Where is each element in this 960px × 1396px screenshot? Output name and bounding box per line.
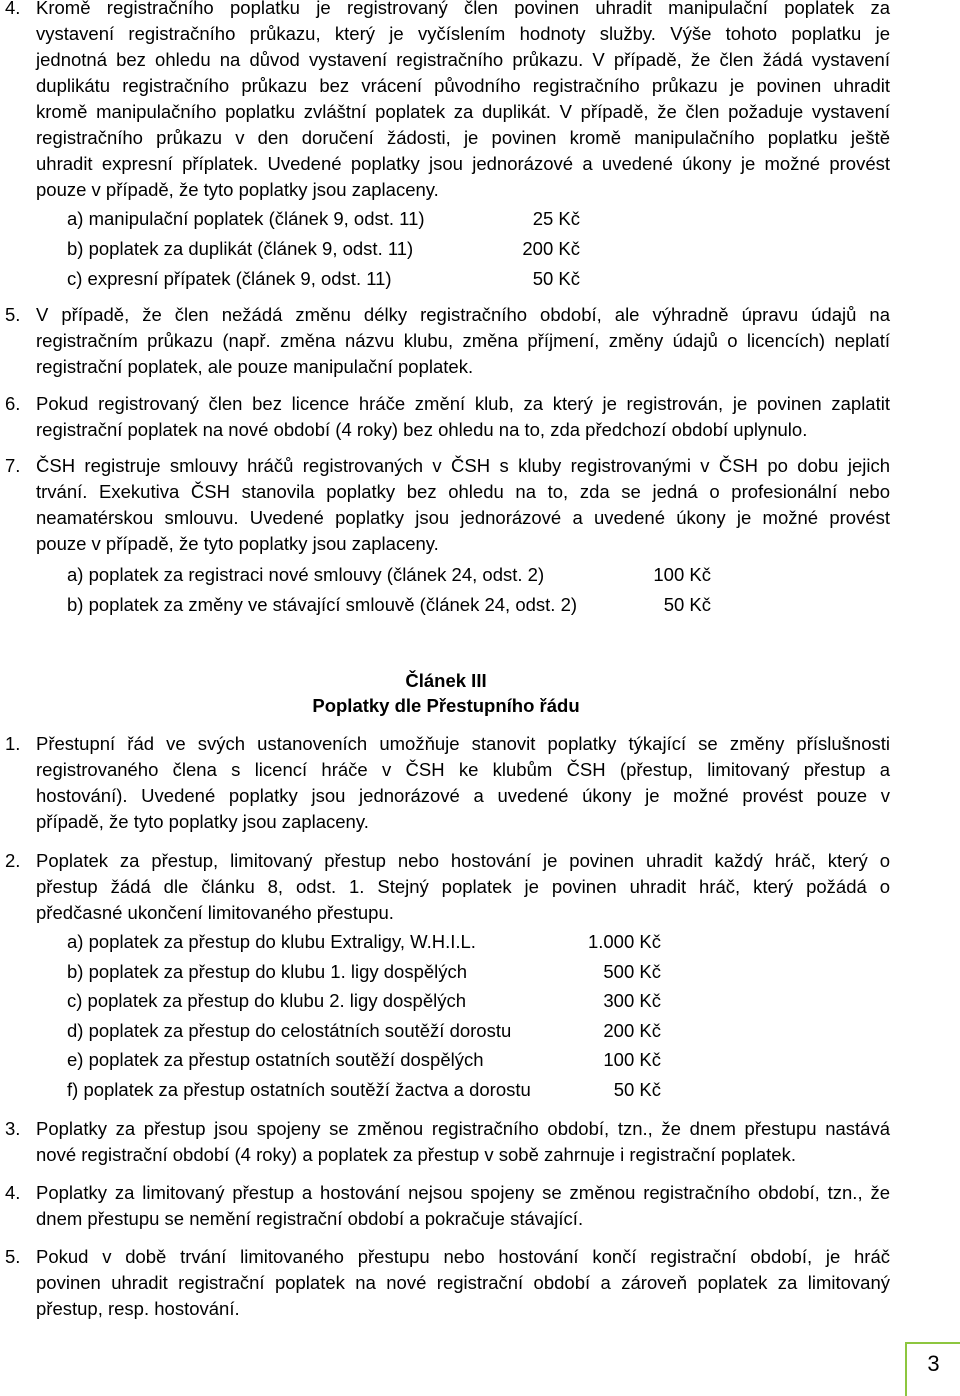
paragraph-number: 3.: [5, 1118, 21, 1139]
text-line: Poplatek za přestup, limitovaný přestup nebo hostování je povinen uhradit každý hráč, který o: [36, 850, 890, 871]
fee-amount: 100 Kč: [653, 564, 711, 585]
fee-amount: 50 Kč: [613, 1078, 661, 1100]
text-line: pouze v případě, že tyto poplatky jsou zaplaceny.: [36, 179, 439, 200]
text-line: Kromě registračního poplatku je registrovaný člen povinen uhradit manipulační poplatek za: [36, 0, 890, 18]
fee-row: [0, 264, 960, 294]
paragraph-text: [36, 302, 890, 380]
text-line: duplikátu registračního průkazu bez vrácení původního registračního průkazu je povinen uhradit: [36, 75, 890, 96]
fee-label: b) poplatek za změny ve stávající smlouvě (článek 24, odst. 2): [67, 594, 578, 615]
page-number-frame: [905, 1342, 960, 1396]
fee-list: [0, 204, 960, 294]
text-line: pouze v případě, že tyto poplatky jsou zaplaceny.: [36, 533, 439, 554]
fee-amount: 500 Kč: [603, 960, 661, 982]
text-line: registračního průkazu v den doručení žádosti, je povinen kromě manipulačního poplatku ještě: [36, 127, 890, 148]
text-line: jednotná bez ohledu na důvod vystavení registračního průkazu. V případě, že člen žádá vystavení: [36, 49, 890, 70]
fee-label: a) poplatek za registraci nové smlouvy (článek 24, odst. 2): [67, 564, 545, 585]
paragraph-text: [36, 1116, 890, 1168]
paragraph-text: [36, 453, 890, 557]
text-line: Pokud registrovaný člen bez licence hráče změní klub, za který je registrován, je povinen zaplatit: [36, 393, 890, 414]
fee-row: [0, 1075, 960, 1105]
text-line: Přestupní řád ve svých ustanoveních umožňuje stanovit poplatky týkající se změny příslušnosti: [36, 733, 890, 754]
page-number: 3: [927, 1351, 940, 1376]
text-line: dnem přestupu se nemění registrační období a pokračuje stávající.: [36, 1208, 584, 1229]
paragraph-text: [36, 848, 890, 926]
paragraph-number: 1.: [5, 733, 21, 754]
text-line: povinen uhradit registrační poplatek na nové registrační období a zároveň poplatek za limitovaný: [36, 1272, 890, 1293]
paragraph-number: 5.: [5, 304, 21, 325]
paragraph-number: 6.: [5, 393, 21, 414]
fee-label: c) poplatek za přestup do klubu 2. ligy dospělých: [67, 990, 467, 1012]
paragraph-number: 4.: [5, 1182, 21, 1203]
text-line: registrační poplatek na nové období (4 roky) bez ohledu na to, zda předchozí období uplynulo.: [36, 419, 808, 440]
fee-amount: 25 Kč: [532, 208, 580, 229]
text-line: registračním průkazu (např. změna názvu klubu, změna příjmení, změny údajů o licencích) neplatí: [36, 330, 890, 351]
text-line: neamatérskou smlouvu. Uvedené poplatky jsou jednorázové a uvedené úkony je možné provést: [36, 507, 890, 528]
text-line: ČSH registruje smlouvy hráčů registrovaných v ČSH s kluby registrovanými v ČSH po dobu jejich: [36, 455, 890, 476]
paragraph-text: [36, 1180, 890, 1232]
fee-amount: 100 Kč: [603, 1049, 661, 1071]
article-subtitle: Poplatky dle Přestupního řádu: [312, 695, 580, 716]
fee-row: [0, 590, 960, 620]
article-title: Článek III: [405, 670, 487, 691]
fee-row: [0, 1045, 960, 1075]
text-line: registrační poplatek, ale pouze manipulační poplatek.: [36, 356, 474, 377]
paragraph-number: 4.: [5, 0, 21, 18]
paragraph-number: 7.: [5, 455, 21, 476]
fee-row: [0, 986, 960, 1016]
paragraph-text: [36, 391, 890, 443]
text-line: registrovaného člena s licencí hráče v ČSH ke klubům ČSH (přestup, limitovaný přestup a: [36, 759, 890, 780]
text-line: vystavení registračního průkazu, který je vyčíslením hodnoty služby. Výše tohoto poplatku je: [36, 23, 890, 44]
fee-label: a) manipulační poplatek (článek 9, odst. 11): [67, 208, 425, 229]
fee-label: a) poplatek za přestup do klubu Extraligy, W.H.I.L.: [67, 931, 476, 952]
text-line: přestup, resp. hostování.: [36, 1298, 240, 1319]
text-line: Poplatky za přestup jsou spojeny se změnou registračního období, tzn., že dnem přestupu nastává: [36, 1118, 890, 1139]
fee-label: b) poplatek za duplikát (článek 9, odst. 11): [67, 238, 414, 259]
fee-label: b) poplatek za přestup do klubu 1. ligy dospělých: [67, 960, 468, 982]
text-line: nové registrační období (4 roky) a poplatek za přestup v sobě zahrnuje i registrační poplatek.: [36, 1144, 796, 1165]
fee-label: e) poplatek za přestup ostatních soutěží dospělých: [67, 1049, 484, 1071]
text-line: hostování). Uvedené poplatky jsou jednorázové a uvedené úkony je možné provést pouze v: [36, 785, 890, 806]
text-line: Poplatky za limitovaný přestup a hostování nejsou spojeny se změnou registračního období, tzn., že: [36, 1182, 890, 1203]
fee-amount: 1.000 Kč: [587, 931, 661, 952]
fee-list: [0, 927, 960, 1105]
fee-amount: 50 Kč: [532, 268, 580, 289]
fee-row: [0, 927, 960, 957]
fee-label: d) poplatek za přestup do celostátních soutěží dorostu: [67, 1019, 512, 1041]
fee-amount: 200 Kč: [522, 238, 580, 259]
paragraph-number: 5.: [5, 1246, 21, 1267]
text-line: kromě manipulačního poplatku zvláštní poplatek za duplikát. V případě, že člen požaduje vystavení: [36, 101, 890, 122]
fee-row: [0, 204, 960, 234]
fee-amount: 50 Kč: [663, 594, 711, 615]
fee-amount: 300 Kč: [603, 990, 661, 1012]
text-line: uhradit expresní příplatek. Uvedené poplatky jsou jednorázové a uvedené úkony je možné provést: [36, 153, 890, 174]
text-line: Pokud v době trvání limitovaného přestupu nebo hostování končí registrační období, je hráč: [36, 1246, 890, 1267]
article-heading: [0, 668, 892, 718]
text-line: V případě, že člen nežádá změnu délky registračního období, ale výhradně úpravu údajů na: [36, 304, 890, 325]
fee-amount: 200 Kč: [603, 1019, 661, 1041]
fee-label: c) expresní přípatek (článek 9, odst. 11): [67, 268, 392, 289]
fee-list: [0, 560, 960, 620]
fee-label: f) poplatek za přestup ostatních soutěží žactva a dorostu: [67, 1078, 531, 1100]
text-line: předčasné ukončení limitovaného přestupu.: [36, 902, 394, 923]
fee-row: [0, 234, 960, 264]
text-line: trvání. Exekutiva ČSH stanovila poplatky bez ohledu na to, zda se jedná o profesionální nebo: [36, 481, 890, 502]
paragraph-text: [36, 0, 890, 203]
paragraph-text: [36, 731, 890, 835]
text-line: přestup žádá dle článku 8, odst. 1. Stejný poplatek je povinen uhradit hráč, který požádá o: [36, 876, 890, 897]
fee-row: [0, 1016, 960, 1046]
fee-row: [0, 957, 960, 987]
paragraph-number: 2.: [5, 850, 21, 871]
fee-row: [0, 560, 960, 590]
paragraph-text: [36, 1244, 890, 1322]
text-line: případě, že tyto poplatky jsou zaplaceny.: [36, 811, 369, 832]
